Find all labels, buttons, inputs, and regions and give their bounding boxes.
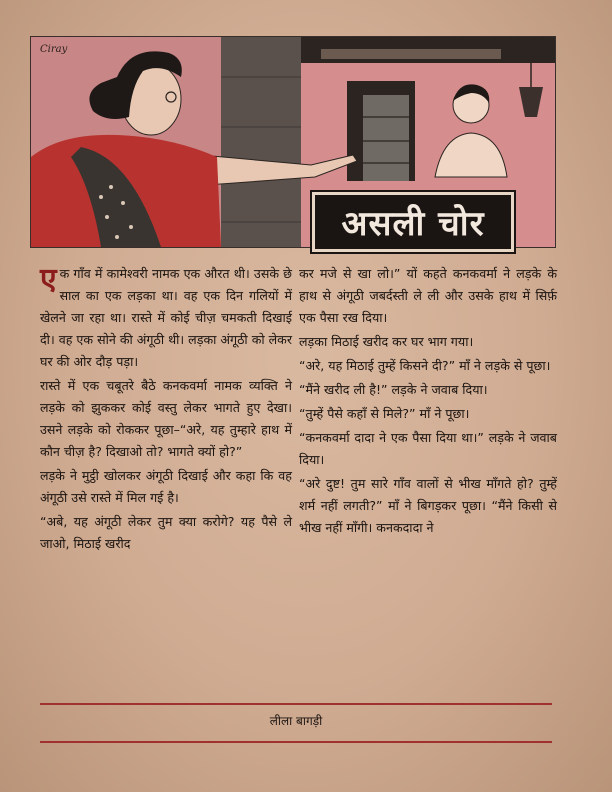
illustrator-signature: Ciray xyxy=(40,44,68,55)
paragraph: “तुम्हें पैसे कहाँ से मिले?” माँ ने पूछा। xyxy=(299,406,470,421)
paragraph: लड़का मिठाई खरीद कर घर भाग गया। xyxy=(299,334,474,349)
right-column xyxy=(299,263,557,541)
left-column xyxy=(40,263,292,557)
footer-rule-top xyxy=(40,703,552,705)
paragraph: लड़के ने मुट्ठी खोलकर अंगूठी दिखाई और कहा कि वह अंगूठी उसे रास्ते में मिल गई है। xyxy=(40,468,292,505)
paragraph: कर मजे से खा लो।” यों कहते कनकवर्मा ने लड़के के हाथ से अंगूठी जबर्दस्ती ले ली और उसके हाथ में सिर्फ़ एक पैसा रख दिया। xyxy=(299,266,557,325)
paragraph: “अरे, यह मिठाई तुम्हें किसने दी?” माँ ने लड़के से पूछा। xyxy=(299,358,551,373)
footer-rule-bottom xyxy=(40,741,552,743)
paragraph: “अरे दुष्ट! तुम सारे गाँव वालों से भीख माँगते हो? तुम्हें शर्म नहीं लगती?” माँ ने बिगड़कर पूछा। “मैंने किसी से भीख नहीं माँगी। कनकदादा ने xyxy=(299,476,557,535)
paragraph: “कनकवर्मा दादा ने एक पैसा दिया था।” लड़के ने जवाब दिया। xyxy=(299,430,557,467)
drop-cap: ए xyxy=(40,262,57,297)
paragraph: रास्ते में एक चबूतरे बैठे कनकवर्मा नामक व्यक्ति ने लड़के को झुककर कोई वस्तु लेकर भागते हुए देखा। उसने लड़के को रोककर पूछा–“अरे, यह तुम्हारे हाथ में कौन चीज़ है? दिखाओ तो? भागते क्यों हो?” xyxy=(40,378,292,459)
paragraph: “अबे, यह अंगूठी लेकर तुम क्या करोगे? यह पैसे ले जाओ, मिठाई खरीद xyxy=(40,514,292,551)
paragraph: एक गाँव में कामेश्वरी नामक एक औरत थी। उसके छे साल का एक लड़का था। वह एक दिन गलियों में खेलने जा रहा था। रास्ते में कोई चीज़ चमकती दिखाई दी। वह एक सोने की अंगूठी थी। लड़का अंगूठी को लेकर घर की ओर दौड़ पड़ा। xyxy=(40,262,292,369)
author-name: लीला बागड़ी xyxy=(269,714,323,728)
paragraph: “मैंने खरीद ली है!” लड़के ने जवाब दिया। xyxy=(299,382,488,397)
story-title-box xyxy=(312,192,514,252)
story-title: असली चोर xyxy=(341,204,485,244)
